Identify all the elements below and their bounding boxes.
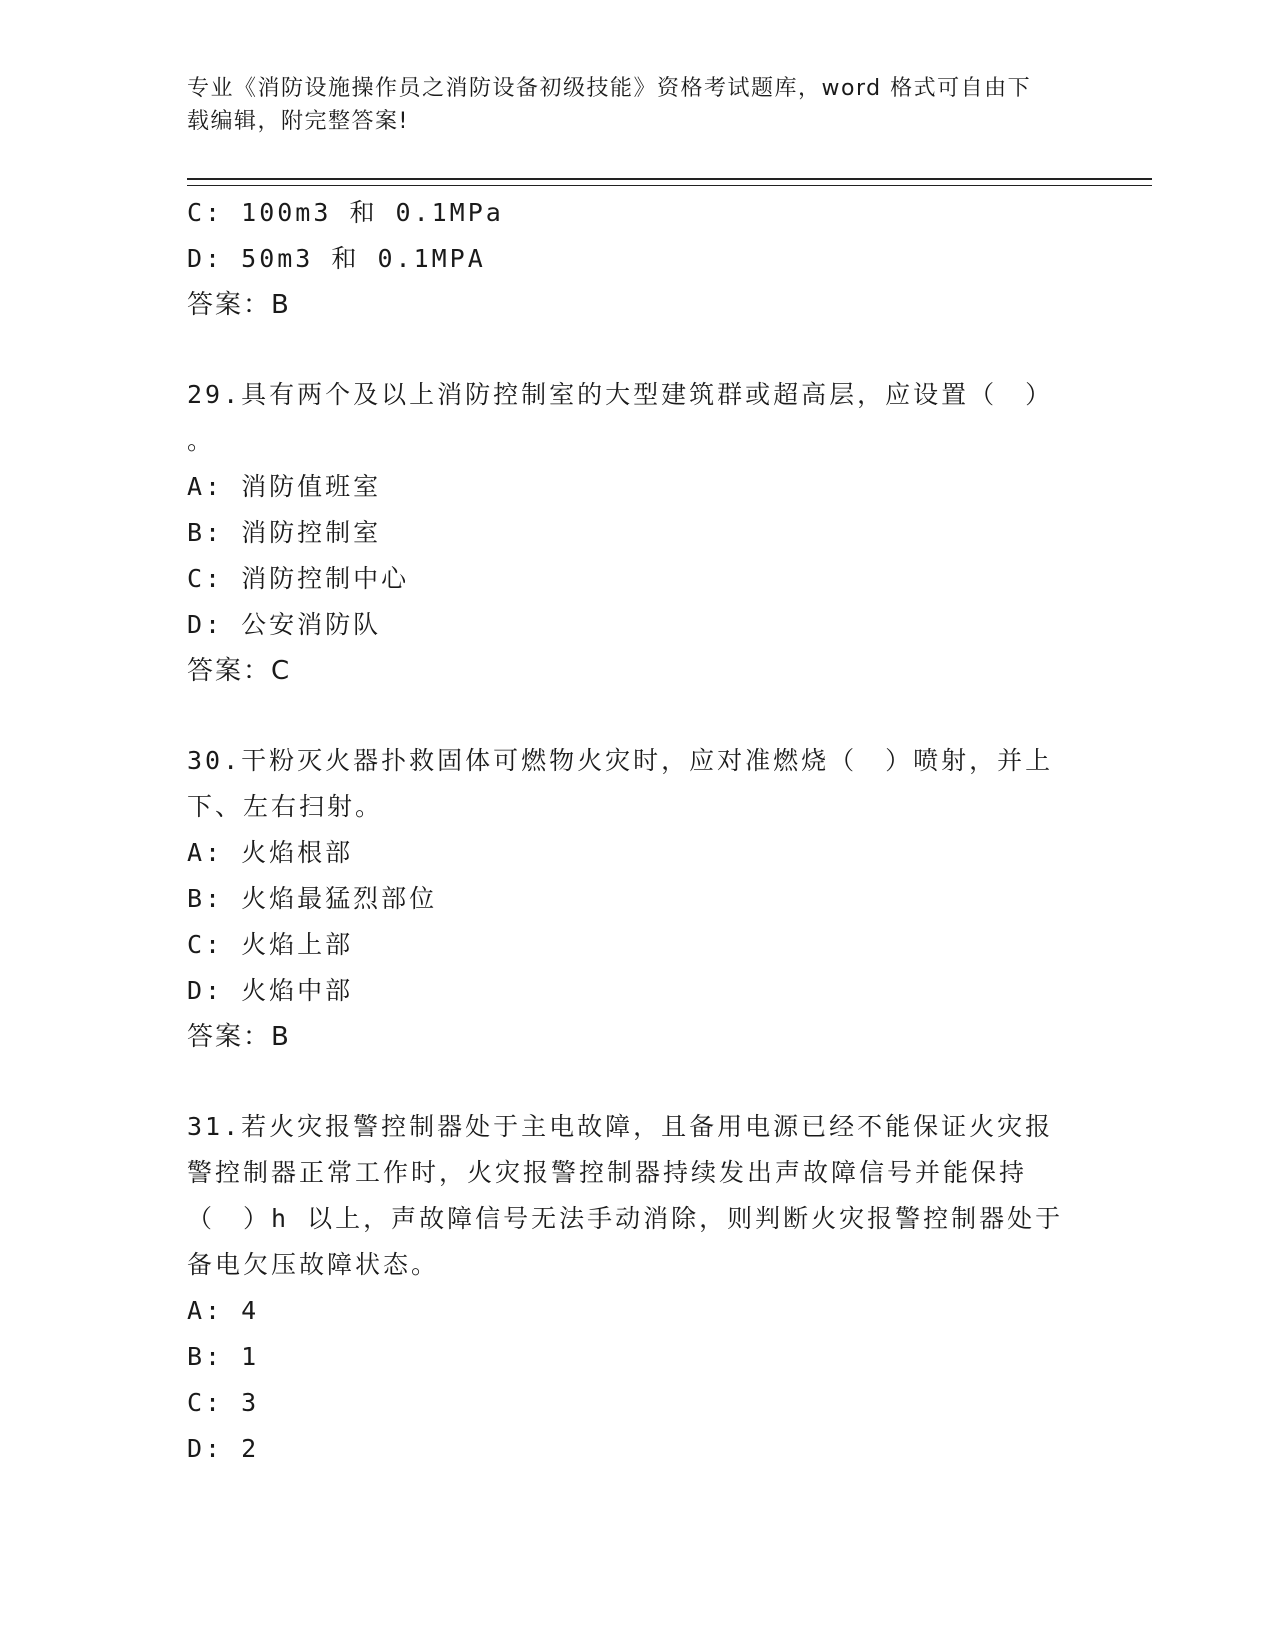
option-b: B: 火焰最猛烈部位 bbox=[187, 884, 438, 913]
question-stem: （ ）h 以上，声故障信号无法手动消除，则判断火灾报警控制器处于 bbox=[187, 1204, 1064, 1233]
header-line-1: 专业《消防设施操作员之消防设备初级技能》资格考试题库，word 格式可自由下 bbox=[187, 76, 1032, 101]
document-header bbox=[187, 72, 1087, 138]
question-stem: 警控制器正常工作时，火灾报警控制器持续发出声故障信号并能保持 bbox=[187, 1158, 1028, 1187]
option-d: D: 火焰中部 bbox=[187, 976, 354, 1005]
question-stem: 29.具有两个及以上消防控制室的大型建筑群或超高层，应设置（ ） bbox=[187, 380, 1054, 409]
option-a: A: 消防值班室 bbox=[187, 472, 382, 501]
header-line-2: 载编辑，附完整答案! bbox=[187, 109, 409, 134]
option-a: A: 4 bbox=[187, 1296, 260, 1325]
option-d: D: 2 bbox=[187, 1434, 260, 1463]
option-d: D: 50m3 和 0.1MPA bbox=[187, 244, 486, 273]
answer-line: 答案：B bbox=[187, 290, 291, 320]
question-31 bbox=[187, 1104, 1092, 1472]
option-c: C: 100m3 和 0.1MPa bbox=[187, 198, 504, 227]
option-b: B: 1 bbox=[187, 1342, 260, 1371]
question-stem: 30.干粉灭火器扑救固体可燃物火灾时，应对准燃烧（ ）喷射，并上 bbox=[187, 746, 1054, 775]
option-c: C: 3 bbox=[187, 1388, 260, 1417]
header-divider bbox=[187, 178, 1152, 186]
option-d: D: 公安消防队 bbox=[187, 610, 382, 639]
option-b: B: 消防控制室 bbox=[187, 518, 382, 547]
question-stem: 下、左右扫射。 bbox=[187, 792, 384, 821]
option-c: C: 火焰上部 bbox=[187, 930, 354, 959]
question-list bbox=[187, 190, 1092, 1472]
question-stem: 。 bbox=[187, 426, 216, 455]
answer-line: 答案：B bbox=[187, 1022, 291, 1052]
question-30 bbox=[187, 738, 1092, 1060]
question-stem: 备电欠压故障状态。 bbox=[187, 1250, 440, 1279]
option-a: A: 火焰根部 bbox=[187, 838, 354, 867]
option-c: C: 消防控制中心 bbox=[187, 564, 410, 593]
answer-line: 答案：C bbox=[187, 656, 292, 686]
question-29 bbox=[187, 372, 1092, 694]
question-stem: 31.若火灾报警控制器处于主电故障，且备用电源已经不能保证火灾报 bbox=[187, 1112, 1054, 1141]
continued-question bbox=[187, 190, 1092, 328]
